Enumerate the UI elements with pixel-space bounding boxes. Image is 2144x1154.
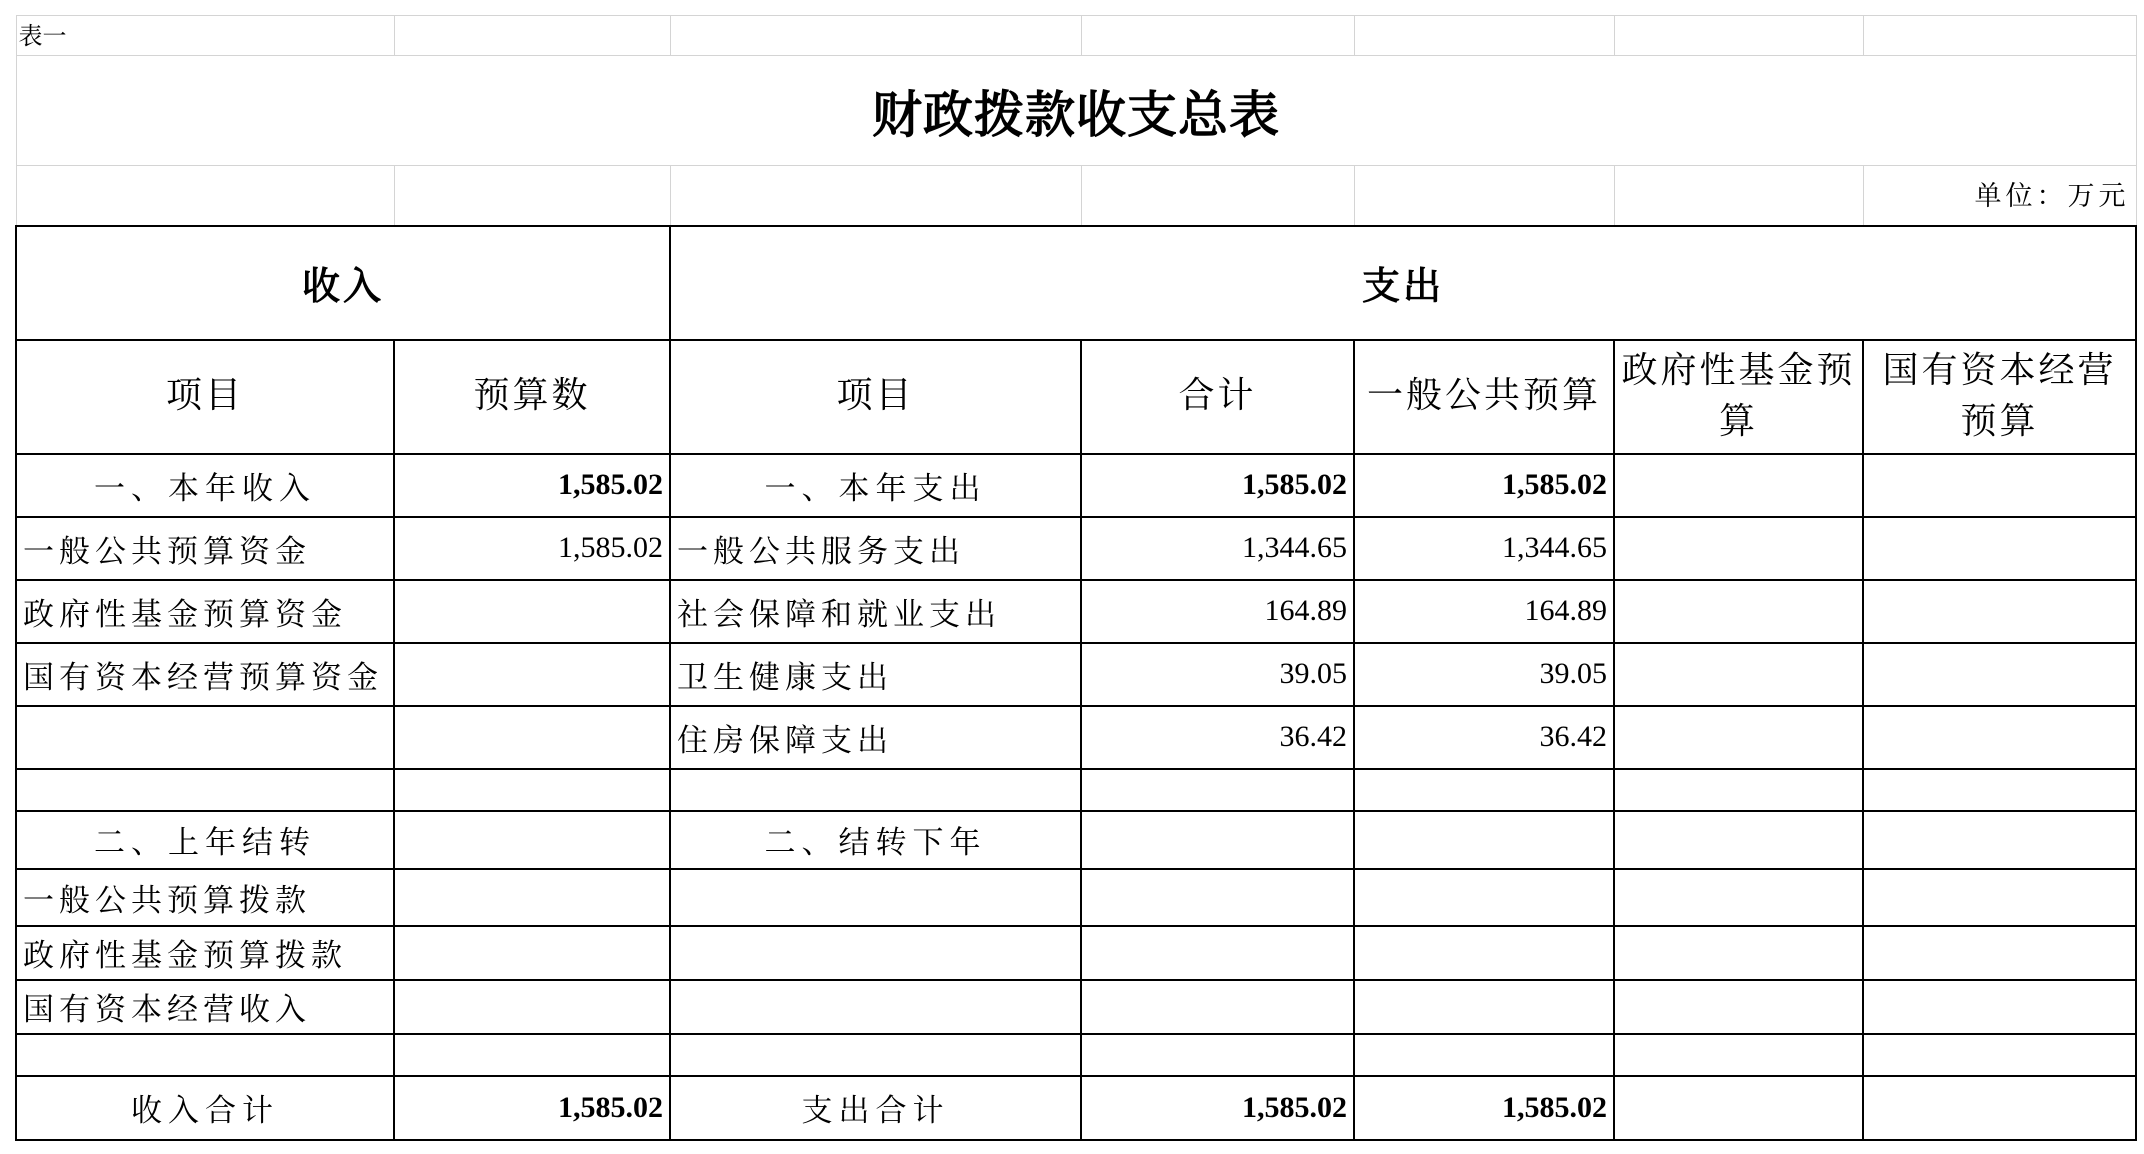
page-title: 财政拨款收支总表 (16, 56, 2136, 166)
income-item-cell (16, 1034, 394, 1076)
expenditure-capital-cell (1863, 706, 2136, 769)
expenditure-item-cell (670, 980, 1081, 1034)
expenditure-capital-cell (1863, 454, 2136, 517)
table-row (16, 643, 2136, 706)
expenditure-fund-cell (1614, 980, 1863, 1034)
table-row (16, 706, 2136, 769)
expenditure-general-cell: 39.05 (1354, 643, 1614, 706)
expenditure-capital-cell (1863, 811, 2136, 869)
unit-label: 单位：万元 (1863, 166, 2136, 226)
expenditure-fund-cell (1614, 869, 1863, 926)
expenditure-fund-cell (1614, 517, 1863, 580)
expenditure-total-cell (1081, 980, 1354, 1034)
income-item-cell: 政府性基金预算资金 (16, 580, 394, 643)
table-row (16, 980, 2136, 1034)
expenditure-general-cell: 1,585.02 (1354, 454, 1614, 517)
expenditure-total-label: 支出合计 (670, 1076, 1081, 1140)
expenditure-total-amount: 1,585.02 (1081, 1076, 1354, 1140)
income-amount-cell (394, 580, 670, 643)
table-row (16, 580, 2136, 643)
expenditure-item-header: 项目 (670, 340, 1081, 454)
expenditure-capital-cell (1863, 517, 2136, 580)
expenditure-item-cell: 社会保障和就业支出 (670, 580, 1081, 643)
expenditure-capital-cell (1863, 580, 2136, 643)
expenditure-total-cell: 1,344.65 (1081, 517, 1354, 580)
expenditure-item-cell: 一般公共服务支出 (670, 517, 1081, 580)
income-total-label: 收入合计 (16, 1076, 394, 1140)
expenditure-total-cell: 39.05 (1081, 643, 1354, 706)
expenditure-item-cell: 二、结转下年 (670, 811, 1081, 869)
income-item-cell: 一般公共预算资金 (16, 517, 394, 580)
expenditure-general-cell: 164.89 (1354, 580, 1614, 643)
header-row-2 (16, 340, 2136, 454)
expenditure-total-cell (1081, 1034, 1354, 1076)
general-public-budget-header: 一般公共预算 (1354, 340, 1614, 454)
expenditure-capital-cell (1863, 769, 2136, 811)
income-amount-cell (394, 926, 670, 980)
expenditure-capital-cell (1863, 980, 2136, 1034)
table-row (16, 1034, 2136, 1076)
expenditure-fund-cell (1614, 1034, 1863, 1076)
expenditure-fund-cell (1614, 454, 1863, 517)
expenditure-fund-cell (1614, 643, 1863, 706)
expenditure-general-cell (1354, 811, 1614, 869)
income-amount-cell (394, 706, 670, 769)
table-row (16, 811, 2136, 869)
table-row (16, 869, 2136, 926)
expenditure-fund-cell (1614, 706, 1863, 769)
expenditure-fund-total (1614, 1076, 1863, 1140)
expenditure-item-cell: 一、本年支出 (670, 454, 1081, 517)
income-item-cell: 政府性基金预算拨款 (16, 926, 394, 980)
income-total-amount: 1,585.02 (394, 1076, 670, 1140)
expenditure-capital-cell (1863, 926, 2136, 980)
expenditure-general-cell (1354, 980, 1614, 1034)
income-item-cell: 国有资本经营预算资金 (16, 643, 394, 706)
income-amount-cell (394, 769, 670, 811)
income-amount-cell (394, 869, 670, 926)
expenditure-fund-cell (1614, 769, 1863, 811)
expenditure-fund-cell (1614, 811, 1863, 869)
income-amount-cell: 1,585.02 (394, 454, 670, 517)
expenditure-fund-cell (1614, 926, 1863, 980)
income-amount-cell (394, 1034, 670, 1076)
expenditure-item-cell (670, 769, 1081, 811)
expenditure-total-cell (1081, 811, 1354, 869)
table-row (16, 926, 2136, 980)
gov-fund-budget-header: 政府性基金预算 (1614, 340, 1863, 454)
expenditure-general-cell (1354, 1034, 1614, 1076)
expenditure-capital-total (1863, 1076, 2136, 1140)
income-amount-cell (394, 980, 670, 1034)
sheet-label: 表一 (16, 16, 394, 56)
header-row-1 (16, 226, 2136, 340)
income-item-cell: 一般公共预算拨款 (16, 869, 394, 926)
expenditure-general-cell (1354, 869, 1614, 926)
expenditure-header: 支出 (670, 226, 2136, 340)
title-row (16, 56, 2136, 166)
expenditure-capital-cell (1863, 869, 2136, 926)
expenditure-capital-cell (1863, 1034, 2136, 1076)
expenditure-item-cell (670, 1034, 1081, 1076)
income-item-cell: 二、上年结转 (16, 811, 394, 869)
expenditure-general-total: 1,585.02 (1354, 1076, 1614, 1140)
sheet-label-row (16, 16, 2136, 56)
income-item-cell: 一、本年收入 (16, 454, 394, 517)
budget-amount-header: 预算数 (394, 340, 670, 454)
income-amount-cell: 1,585.02 (394, 517, 670, 580)
expenditure-item-cell: 住房保障支出 (670, 706, 1081, 769)
expenditure-total-cell: 36.42 (1081, 706, 1354, 769)
income-amount-cell (394, 811, 670, 869)
expenditure-total-cell (1081, 926, 1354, 980)
expenditure-general-cell: 1,344.65 (1354, 517, 1614, 580)
total-header: 合计 (1081, 340, 1354, 454)
expenditure-item-cell (670, 926, 1081, 980)
income-item-header: 项目 (16, 340, 394, 454)
income-item-cell (16, 769, 394, 811)
expenditure-total-cell (1081, 869, 1354, 926)
income-item-cell (16, 706, 394, 769)
income-item-cell: 国有资本经营收入 (16, 980, 394, 1034)
expenditure-general-cell (1354, 769, 1614, 811)
expenditure-total-cell: 164.89 (1081, 580, 1354, 643)
table-row (16, 769, 2136, 811)
expenditure-fund-cell (1614, 580, 1863, 643)
table-row (16, 517, 2136, 580)
budget-table (15, 15, 2137, 1141)
income-header: 收入 (16, 226, 670, 340)
table-row (16, 454, 2136, 517)
expenditure-total-cell: 1,585.02 (1081, 454, 1354, 517)
expenditure-general-cell: 36.42 (1354, 706, 1614, 769)
unit-row (16, 166, 2136, 226)
expenditure-capital-cell (1863, 643, 2136, 706)
expenditure-item-cell: 卫生健康支出 (670, 643, 1081, 706)
income-amount-cell (394, 643, 670, 706)
state-capital-budget-header: 国有资本经营预算 (1863, 340, 2136, 454)
expenditure-general-cell (1354, 926, 1614, 980)
expenditure-total-cell (1081, 769, 1354, 811)
expenditure-item-cell (670, 869, 1081, 926)
totals-row (16, 1076, 2136, 1140)
